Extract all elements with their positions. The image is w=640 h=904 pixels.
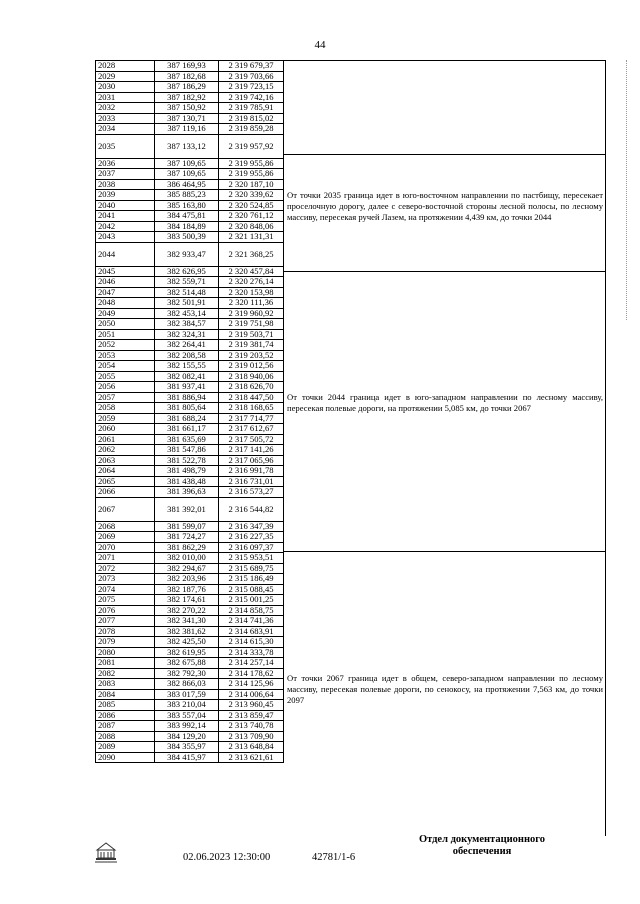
x-coordinate-cell: 381 438,48 <box>155 476 219 487</box>
y-coordinate-cell: 2 320 524,85 <box>219 200 284 211</box>
x-coordinate-cell: 382 187,76 <box>155 584 219 595</box>
point-number-cell: 2064 <box>96 466 155 477</box>
point-number-cell: 2061 <box>96 434 155 445</box>
description-column <box>284 60 606 836</box>
y-coordinate-cell: 2 317 714,77 <box>219 413 284 424</box>
table-row <box>96 92 284 103</box>
x-coordinate-cell: 384 415,97 <box>155 752 219 763</box>
x-coordinate-cell: 381 688,24 <box>155 413 219 424</box>
x-coordinate-cell: 387 130,71 <box>155 113 219 124</box>
y-coordinate-cell: 2 314 125,96 <box>219 679 284 690</box>
y-coordinate-cell: 2 319 679,37 <box>219 61 284 72</box>
point-number-cell: 2031 <box>96 92 155 103</box>
x-coordinate-cell: 381 635,69 <box>155 434 219 445</box>
x-coordinate-cell: 382 208,58 <box>155 350 219 361</box>
y-coordinate-cell: 2 319 381,74 <box>219 340 284 351</box>
y-coordinate-cell: 2 319 815,02 <box>219 113 284 124</box>
point-number-cell: 2032 <box>96 103 155 114</box>
x-coordinate-cell: 382 866,03 <box>155 679 219 690</box>
point-number-cell: 2078 <box>96 626 155 637</box>
point-number-cell: 2088 <box>96 731 155 742</box>
point-number-cell: 2085 <box>96 700 155 711</box>
table-row <box>96 403 284 414</box>
table-row <box>96 689 284 700</box>
x-coordinate-cell: 384 475,81 <box>155 211 219 222</box>
table-row <box>96 211 284 222</box>
point-number-cell: 2040 <box>96 200 155 211</box>
x-coordinate-cell: 385 163,80 <box>155 200 219 211</box>
x-coordinate-cell: 385 885,23 <box>155 190 219 201</box>
y-coordinate-cell: 2 314 178,62 <box>219 668 284 679</box>
table-row <box>96 169 284 180</box>
point-number-cell: 2052 <box>96 340 155 351</box>
y-coordinate-cell: 2 316 347,39 <box>219 521 284 532</box>
table-row <box>96 266 284 277</box>
y-coordinate-cell: 2 313 709,90 <box>219 731 284 742</box>
x-coordinate-cell: 383 557,04 <box>155 710 219 721</box>
x-coordinate-cell: 387 169,93 <box>155 61 219 72</box>
x-coordinate-cell: 382 501,91 <box>155 298 219 309</box>
point-number-cell: 2067 <box>96 497 155 521</box>
table-row <box>96 668 284 679</box>
x-coordinate-cell: 382 324,31 <box>155 329 219 340</box>
point-number-cell: 2038 <box>96 179 155 190</box>
x-coordinate-cell: 384 129,20 <box>155 731 219 742</box>
point-number-cell: 2034 <box>96 124 155 135</box>
y-coordinate-cell: 2 316 573,27 <box>219 487 284 498</box>
point-number-cell: 2080 <box>96 647 155 658</box>
point-number-cell: 2089 <box>96 742 155 753</box>
point-number-cell: 2068 <box>96 521 155 532</box>
point-number-cell: 2077 <box>96 616 155 627</box>
x-coordinate-cell: 382 264,41 <box>155 340 219 351</box>
y-coordinate-cell: 2 319 859,28 <box>219 124 284 135</box>
point-number-cell: 2059 <box>96 413 155 424</box>
y-coordinate-cell: 2 319 723,15 <box>219 82 284 93</box>
y-coordinate-cell: 2 316 544,82 <box>219 497 284 521</box>
x-coordinate-cell: 387 109,65 <box>155 158 219 169</box>
x-coordinate-cell: 383 500,39 <box>155 232 219 243</box>
point-number-cell: 2029 <box>96 71 155 82</box>
table-row <box>96 134 284 158</box>
point-number-cell: 2044 <box>96 242 155 266</box>
y-coordinate-cell: 2 315 689,75 <box>219 563 284 574</box>
table-row <box>96 221 284 232</box>
y-coordinate-cell: 2 317 065,96 <box>219 455 284 466</box>
table-row <box>96 563 284 574</box>
x-coordinate-cell: 382 294,67 <box>155 563 219 574</box>
table-row <box>96 61 284 72</box>
y-coordinate-cell: 2 319 957,92 <box>219 134 284 158</box>
x-coordinate-cell: 383 017,59 <box>155 689 219 700</box>
point-number-cell: 2082 <box>96 668 155 679</box>
y-coordinate-cell: 2 316 097,37 <box>219 542 284 553</box>
table-row <box>96 616 284 627</box>
y-coordinate-cell: 2 315 001,25 <box>219 595 284 606</box>
y-coordinate-cell: 2 313 960,45 <box>219 700 284 711</box>
y-coordinate-cell: 2 313 621,61 <box>219 752 284 763</box>
table-row <box>96 350 284 361</box>
x-coordinate-cell: 382 453,14 <box>155 308 219 319</box>
x-coordinate-cell: 387 182,92 <box>155 92 219 103</box>
table-row <box>96 700 284 711</box>
point-number-cell: 2069 <box>96 532 155 543</box>
x-coordinate-cell: 381 937,41 <box>155 382 219 393</box>
table-row <box>96 521 284 532</box>
table-row <box>96 392 284 403</box>
point-number-cell: 2090 <box>96 752 155 763</box>
table-row <box>96 371 284 382</box>
table-row <box>96 158 284 169</box>
y-coordinate-cell: 2 321 368,25 <box>219 242 284 266</box>
point-number-cell: 2081 <box>96 658 155 669</box>
x-coordinate-cell: 381 886,94 <box>155 392 219 403</box>
table-row <box>96 287 284 298</box>
point-number-cell: 2086 <box>96 710 155 721</box>
point-number-cell: 2033 <box>96 113 155 124</box>
x-coordinate-cell: 381 805,64 <box>155 403 219 414</box>
emblem-icon <box>93 838 119 864</box>
table-row <box>96 542 284 553</box>
table-row <box>96 445 284 456</box>
y-coordinate-cell: 2 318 168,65 <box>219 403 284 414</box>
x-coordinate-cell: 381 522,78 <box>155 455 219 466</box>
point-number-cell: 2030 <box>96 82 155 93</box>
table-row <box>96 553 284 564</box>
y-coordinate-cell: 2 320 276,14 <box>219 277 284 288</box>
table-row <box>96 721 284 732</box>
table-row <box>96 487 284 498</box>
point-number-cell: 2056 <box>96 382 155 393</box>
table-row <box>96 710 284 721</box>
table-row <box>96 532 284 543</box>
x-coordinate-cell: 382 514,48 <box>155 287 219 298</box>
x-coordinate-cell: 382 381,62 <box>155 626 219 637</box>
y-coordinate-cell: 2 320 187,10 <box>219 179 284 190</box>
y-coordinate-cell: 2 314 683,91 <box>219 626 284 637</box>
x-coordinate-cell: 381 396,63 <box>155 487 219 498</box>
point-number-cell: 2074 <box>96 584 155 595</box>
y-coordinate-cell: 2 319 955,86 <box>219 169 284 180</box>
point-number-cell: 2054 <box>96 361 155 372</box>
x-coordinate-cell: 381 724,27 <box>155 532 219 543</box>
table-row <box>96 71 284 82</box>
y-coordinate-cell: 2 314 006,64 <box>219 689 284 700</box>
y-coordinate-cell: 2 319 960,92 <box>219 308 284 319</box>
y-coordinate-cell: 2 316 991,78 <box>219 466 284 477</box>
table-row <box>96 298 284 309</box>
x-coordinate-cell: 384 184,89 <box>155 221 219 232</box>
point-number-cell: 2072 <box>96 563 155 574</box>
table-row <box>96 242 284 266</box>
y-coordinate-cell: 2 320 457,84 <box>219 266 284 277</box>
y-coordinate-cell: 2 320 848,06 <box>219 221 284 232</box>
table-row <box>96 637 284 648</box>
table-row <box>96 574 284 585</box>
x-coordinate-cell: 382 082,41 <box>155 371 219 382</box>
y-coordinate-cell: 2 318 626,70 <box>219 382 284 393</box>
point-number-cell: 2070 <box>96 542 155 553</box>
x-coordinate-cell: 387 182,68 <box>155 71 219 82</box>
x-coordinate-cell: 381 599,07 <box>155 521 219 532</box>
table-row <box>96 308 284 319</box>
x-coordinate-cell: 387 150,92 <box>155 103 219 114</box>
point-number-cell: 2063 <box>96 455 155 466</box>
x-coordinate-cell: 381 661,17 <box>155 424 219 435</box>
point-number-cell: 2060 <box>96 424 155 435</box>
table-row <box>96 232 284 243</box>
x-coordinate-cell: 382 341,30 <box>155 616 219 627</box>
department-stamp: Отдел документационного обеспечения <box>418 834 546 857</box>
x-coordinate-cell: 386 464,95 <box>155 179 219 190</box>
table-row <box>96 277 284 288</box>
x-coordinate-cell: 382 675,88 <box>155 658 219 669</box>
point-number-cell: 2042 <box>96 221 155 232</box>
y-coordinate-cell: 2 319 785,91 <box>219 103 284 114</box>
coordinates-table <box>95 60 284 763</box>
x-coordinate-cell: 382 792,30 <box>155 668 219 679</box>
point-number-cell: 2057 <box>96 392 155 403</box>
point-number-cell: 2045 <box>96 266 155 277</box>
document-datetime: 02.06.2023 12:30:00 <box>183 852 271 863</box>
table-row <box>96 731 284 742</box>
y-coordinate-cell: 2 314 858,75 <box>219 605 284 616</box>
y-coordinate-cell: 2 317 141,26 <box>219 445 284 456</box>
description-segment-2067-2097: От точки 2067 граница идет в общем, северо-западном направлении по лесному массиву, пересекая полевые дороги, по сенокосу, на протяжении 7,563 км, до точки 2097 <box>287 673 603 705</box>
table-row <box>96 179 284 190</box>
point-number-cell: 2084 <box>96 689 155 700</box>
y-coordinate-cell: 2 316 227,35 <box>219 532 284 543</box>
y-coordinate-cell: 2 314 333,78 <box>219 647 284 658</box>
y-coordinate-cell: 2 320 111,36 <box>219 298 284 309</box>
table-row <box>96 200 284 211</box>
table-row <box>96 103 284 114</box>
x-coordinate-cell: 382 384,57 <box>155 319 219 330</box>
table-row <box>96 319 284 330</box>
y-coordinate-cell: 2 319 703,66 <box>219 71 284 82</box>
table-row <box>96 124 284 135</box>
table-row <box>96 595 284 606</box>
table-row <box>96 584 284 595</box>
point-number-cell: 2049 <box>96 308 155 319</box>
table-row <box>96 647 284 658</box>
point-number-cell: 2041 <box>96 211 155 222</box>
table-row <box>96 424 284 435</box>
y-coordinate-cell: 2 320 761,12 <box>219 211 284 222</box>
point-number-cell: 2050 <box>96 319 155 330</box>
description-segment-2044-2067: От точки 2044 граница идет в юго-западном направлении по лесному массиву, пересекая полевые дороги, на протяжении 5,085 км, до точки 2067 <box>287 392 603 413</box>
x-coordinate-cell: 383 210,04 <box>155 700 219 711</box>
table-row <box>96 497 284 521</box>
table-row <box>96 434 284 445</box>
table-row <box>96 82 284 93</box>
x-coordinate-cell: 382 619,95 <box>155 647 219 658</box>
y-coordinate-cell: 2 313 859,47 <box>219 710 284 721</box>
point-number-cell: 2046 <box>96 277 155 288</box>
y-coordinate-cell: 2 314 257,14 <box>219 658 284 669</box>
point-number-cell: 2058 <box>96 403 155 414</box>
table-row <box>96 626 284 637</box>
table-row <box>96 361 284 372</box>
x-coordinate-cell: 382 933,47 <box>155 242 219 266</box>
y-coordinate-cell: 2 319 503,71 <box>219 329 284 340</box>
point-number-cell: 2076 <box>96 605 155 616</box>
table-row <box>96 413 284 424</box>
y-coordinate-cell: 2 315 186,49 <box>219 574 284 585</box>
x-coordinate-cell: 387 186,29 <box>155 82 219 93</box>
table-row <box>96 190 284 201</box>
table-row <box>96 742 284 753</box>
y-coordinate-cell: 2 316 731,01 <box>219 476 284 487</box>
y-coordinate-cell: 2 319 955,86 <box>219 158 284 169</box>
table-row <box>96 679 284 690</box>
y-coordinate-cell: 2 318 447,50 <box>219 392 284 403</box>
y-coordinate-cell: 2 319 742,16 <box>219 92 284 103</box>
point-number-cell: 2036 <box>96 158 155 169</box>
point-number-cell: 2055 <box>96 371 155 382</box>
table-row <box>96 605 284 616</box>
point-number-cell: 2066 <box>96 487 155 498</box>
table-row <box>96 455 284 466</box>
y-coordinate-cell: 2 317 612,67 <box>219 424 284 435</box>
description-segment-2035-2044: От точки 2035 граница идет в юго-восточном направлении по пастбищу, пересекает проселочную дорогу, далее с северо-восточной стороны лесной полосы, по лесному массиву, пересекая ручей Лазем, на протяжении 4,439 км, до точки 2044 <box>287 190 603 222</box>
point-number-cell: 2039 <box>96 190 155 201</box>
y-coordinate-cell: 2 319 203,52 <box>219 350 284 361</box>
x-coordinate-cell: 382 626,95 <box>155 266 219 277</box>
table-row <box>96 329 284 340</box>
point-number-cell: 2087 <box>96 721 155 732</box>
y-coordinate-cell: 2 318 940,06 <box>219 371 284 382</box>
x-coordinate-cell: 382 155,55 <box>155 361 219 372</box>
x-coordinate-cell: 381 498,79 <box>155 466 219 477</box>
x-coordinate-cell: 387 119,16 <box>155 124 219 135</box>
description-separator <box>284 154 606 155</box>
y-coordinate-cell: 2 321 131,31 <box>219 232 284 243</box>
x-coordinate-cell: 382 174,61 <box>155 595 219 606</box>
x-coordinate-cell: 381 547,86 <box>155 445 219 456</box>
point-number-cell: 2079 <box>96 637 155 648</box>
point-number-cell: 2075 <box>96 595 155 606</box>
scan-margin-mark <box>626 60 631 320</box>
point-number-cell: 2051 <box>96 329 155 340</box>
document-number: 42781/1-6 <box>312 852 356 863</box>
x-coordinate-cell: 381 862,29 <box>155 542 219 553</box>
x-coordinate-cell: 383 992,14 <box>155 721 219 732</box>
y-coordinate-cell: 2 320 153,98 <box>219 287 284 298</box>
point-number-cell: 2053 <box>96 350 155 361</box>
y-coordinate-cell: 2 314 741,36 <box>219 616 284 627</box>
point-number-cell: 2065 <box>96 476 155 487</box>
x-coordinate-cell: 382 425,50 <box>155 637 219 648</box>
point-number-cell: 2048 <box>96 298 155 309</box>
table-row <box>96 752 284 763</box>
point-number-cell: 2035 <box>96 134 155 158</box>
description-separator <box>284 271 606 272</box>
y-coordinate-cell: 2 314 615,30 <box>219 637 284 648</box>
y-coordinate-cell: 2 315 953,51 <box>219 553 284 564</box>
x-coordinate-cell: 387 109,65 <box>155 169 219 180</box>
point-number-cell: 2083 <box>96 679 155 690</box>
y-coordinate-cell: 2 313 740,78 <box>219 721 284 732</box>
x-coordinate-cell: 387 133,12 <box>155 134 219 158</box>
point-number-cell: 2037 <box>96 169 155 180</box>
y-coordinate-cell: 2 320 339,62 <box>219 190 284 201</box>
y-coordinate-cell: 2 319 012,56 <box>219 361 284 372</box>
x-coordinate-cell: 382 010,00 <box>155 553 219 564</box>
page-number: 44 <box>314 39 326 51</box>
y-coordinate-cell: 2 315 088,45 <box>219 584 284 595</box>
table-row <box>96 382 284 393</box>
table-row <box>96 476 284 487</box>
point-number-cell: 2043 <box>96 232 155 243</box>
point-number-cell: 2071 <box>96 553 155 564</box>
description-separator <box>284 551 606 552</box>
x-coordinate-cell: 382 559,71 <box>155 277 219 288</box>
y-coordinate-cell: 2 317 505,72 <box>219 434 284 445</box>
point-number-cell: 2047 <box>96 287 155 298</box>
point-number-cell: 2073 <box>96 574 155 585</box>
point-number-cell: 2062 <box>96 445 155 456</box>
table-row <box>96 658 284 669</box>
y-coordinate-cell: 2 319 751,98 <box>219 319 284 330</box>
point-number-cell: 2028 <box>96 61 155 72</box>
x-coordinate-cell: 382 270,22 <box>155 605 219 616</box>
x-coordinate-cell: 382 203,96 <box>155 574 219 585</box>
table-row <box>96 340 284 351</box>
table-row <box>96 113 284 124</box>
y-coordinate-cell: 2 313 648,84 <box>219 742 284 753</box>
table-row <box>96 466 284 477</box>
x-coordinate-cell: 381 392,01 <box>155 497 219 521</box>
x-coordinate-cell: 384 355,97 <box>155 742 219 753</box>
